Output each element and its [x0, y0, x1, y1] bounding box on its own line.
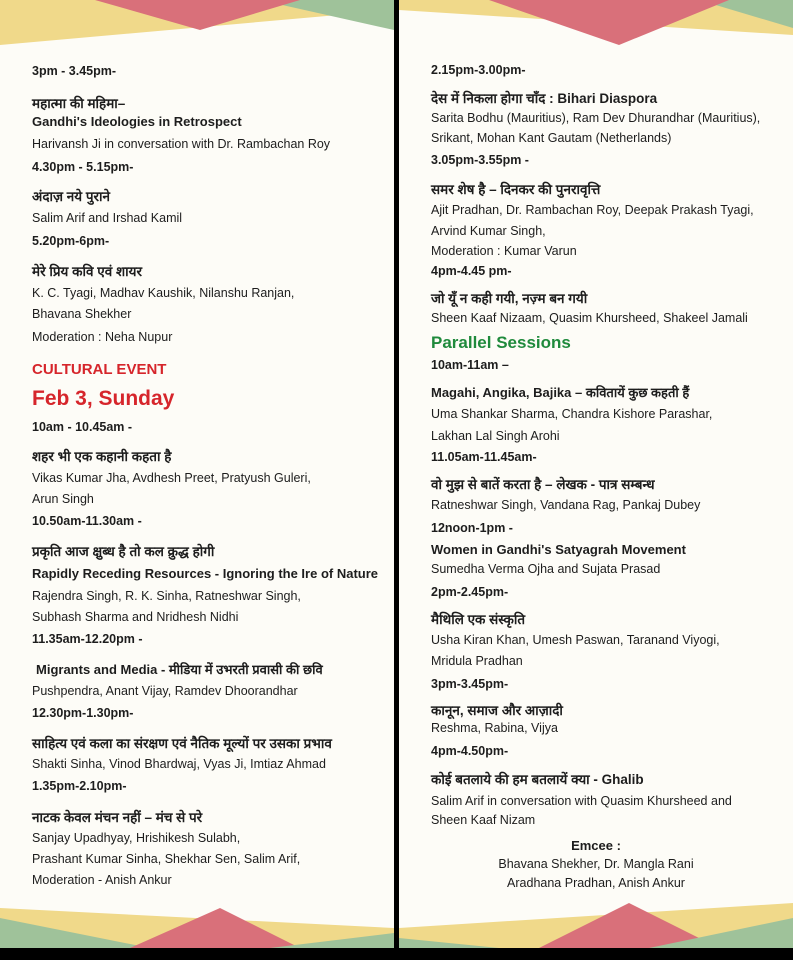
session-time: 3.05pm-3.55pm -	[431, 153, 529, 167]
speakers: Reshma, Rabina, Vijya	[431, 721, 558, 735]
speakers: Ajit Pradhan, Dr. Rambachan Roy, Deepak Prakash Tyagi,	[431, 203, 754, 217]
speakers: Subhash Sharma and Nridhesh Nidhi	[32, 610, 239, 624]
speakers: Usha Kiran Khan, Umesh Paswan, Taranand Viyogi,	[431, 633, 720, 647]
session-time: 3pm-3.45pm-	[431, 677, 509, 691]
section-heading: Parallel Sessions	[431, 333, 571, 352]
speakers: Sheen Kaaf Nizaam, Quasim Khursheed, Shakeel Jamali	[431, 311, 748, 325]
session-time: 12noon-1pm -	[431, 521, 513, 535]
session-title: कोई बतलाये की हम बतलायें क्या - Ghalib	[431, 772, 644, 787]
speakers: Harivansh Ji in conversation with Dr. Rambachan Roy	[32, 137, 331, 151]
speakers: Shakti Sinha, Vinod Bhardwaj, Vyas Ji, Imtiaz Ahmad	[32, 757, 326, 771]
speakers: Moderation : Neha Nupur	[32, 330, 173, 344]
session-title: समर शेष है – दिनकर की पुनरावृत्ति	[431, 182, 601, 197]
emcee-title: Emcee :	[571, 838, 621, 853]
speakers: Rajendra Singh, R. K. Sinha, Ratneshwar Singh,	[32, 589, 301, 603]
speakers: Prashant Kumar Sinha, Shekhar Sen, Salim Arif,	[32, 852, 301, 866]
session-title: Migrants and Media - मीडिया में उभरती प्रवासी की छवि	[36, 662, 323, 677]
session-title: मेरे प्रिय कवि एवं शायर	[32, 264, 142, 279]
speakers: Moderation - Anish Ankur	[32, 873, 172, 887]
session-title: वो मुझ से बातें करता है – लेखक - पात्र सम्बन्ध	[431, 477, 655, 492]
speakers: Salim Arif in conversation with Quasim Khursheed and	[431, 794, 732, 808]
session-title: प्रकृति आज क्षुब्ध है तो कल क्रुद्ध होगी	[32, 544, 215, 559]
session-title: जो यूँ न कही गयी, नज़्म बन गयी	[431, 291, 588, 306]
session-title: Gandhi's Ideologies in Retrospect	[32, 114, 242, 129]
session-title: देस में निकला होगा चाँद : Bihari Diaspora	[431, 91, 658, 106]
session-title: शहर भी एक कहानी कहता है	[32, 449, 172, 464]
right-page	[399, 0, 793, 948]
session-title: Women in Gandhi's Satyagrah Movement	[431, 542, 686, 557]
session-time: 11.35am-12.20pm -	[32, 632, 143, 646]
date-heading: Feb 3, Sunday	[32, 387, 175, 410]
speakers: Mridula Pradhan	[431, 654, 523, 668]
session-time: 3pm - 3.45pm-	[32, 64, 117, 78]
session-title: Magahi, Angika, Bajika – कवितायें कुछ कहती हैं	[431, 385, 690, 400]
speakers: Sarita Bodhu (Mauritius), Ram Dev Dhurandhar (Mauritius),	[431, 111, 761, 125]
session-time: 10.50am-11.30am -	[32, 514, 142, 528]
speakers: Arun Singh	[32, 492, 94, 506]
left-page	[0, 0, 394, 948]
session-title: महात्मा की महिमा–	[32, 96, 126, 111]
speakers: Uma Shankar Sharma, Chandra Kishore Parashar,	[431, 407, 713, 421]
speakers: Ratneshwar Singh, Vandana Rag, Pankaj Dubey	[431, 498, 701, 512]
speakers: Moderation : Kumar Varun	[431, 244, 577, 258]
session-title: Rapidly Receding Resources - Ignoring the Ire of Nature	[32, 566, 379, 581]
session-time: 4pm-4.50pm-	[431, 744, 509, 758]
emcee-line: Aradhana Pradhan, Anish Ankur	[507, 876, 685, 890]
session-title: साहित्य एवं कला का संरक्षण एवं नैतिक मूल्यों पर उसका प्रभाव	[32, 736, 332, 751]
session-time: 4.30pm - 5.15pm-	[32, 160, 134, 174]
section-heading: CULTURAL EVENT	[32, 361, 167, 378]
session-title: मैथिलि एक संस्कृति	[431, 612, 526, 627]
session-time: 4pm-4.45 pm-	[431, 264, 512, 278]
speakers: Vikas Kumar Jha, Avdhesh Preet, Pratyush Guleri,	[32, 471, 311, 485]
session-time: 1.35pm-2.10pm-	[32, 779, 127, 793]
session-time: 10am - 10.45am -	[32, 420, 133, 434]
speakers: Sumedha Verma Ojha and Sujata Prasad	[431, 562, 661, 576]
emcee-line: Bhavana Shekher, Dr. Mangla Rani	[498, 857, 694, 871]
session-time: 11.05am-11.45am-	[431, 450, 537, 464]
speakers: K. C. Tyagi, Madhav Kaushik, Nilanshu Ranjan,	[32, 286, 295, 300]
speakers: Srikant, Mohan Kant Gautam (Netherlands)	[431, 131, 672, 145]
session-time: 2.15pm-3.00pm-	[431, 63, 526, 77]
session-time: 12.30pm-1.30pm-	[32, 706, 134, 720]
speakers: Sheen Kaaf Nizam	[431, 813, 536, 827]
speakers: Lakhan Lal Singh Arohi	[431, 429, 560, 443]
right-schedule	[399, 0, 793, 948]
session-title: अंदाज़ नये पुराने	[32, 189, 110, 204]
session-time: 5.20pm-6pm-	[32, 234, 110, 248]
session-title: नाटक केवल मंचन नहीं – मंच से परे	[32, 810, 203, 825]
session-time: 10am-11am –	[431, 358, 509, 372]
speakers: Pushpendra, Anant Vijay, Ramdev Dhoorandhar	[32, 684, 298, 698]
speakers: Sanjay Upadhyay, Hrishikesh Sulabh,	[32, 831, 241, 845]
speakers: Salim Arif and Irshad Kamil	[32, 211, 183, 225]
speakers: Bhavana Shekher	[32, 307, 132, 321]
left-schedule	[0, 0, 394, 948]
speakers: Arvind Kumar Singh,	[431, 224, 546, 238]
session-title: कानून, समाज और आज़ादी	[431, 703, 563, 718]
session-time: 2pm-2.45pm-	[431, 585, 509, 599]
